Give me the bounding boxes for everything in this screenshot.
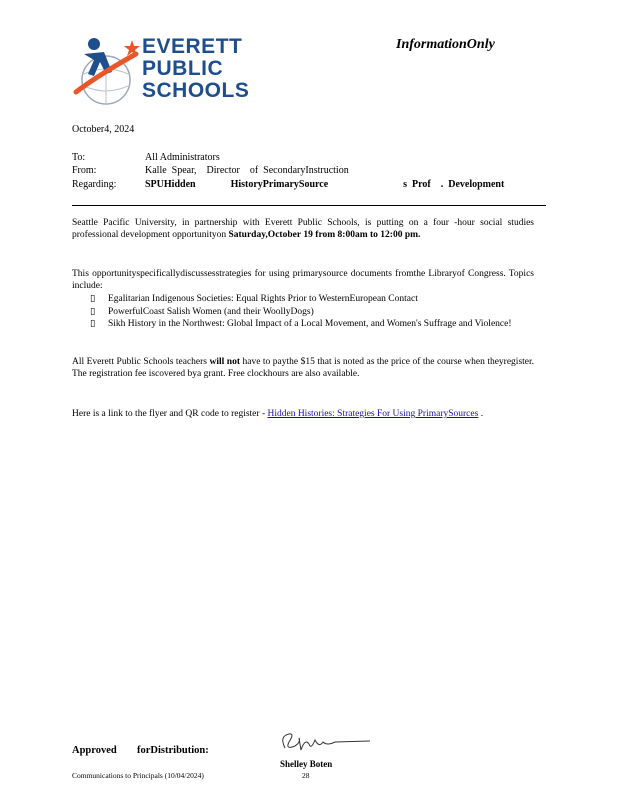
paragraph-register-link (72, 408, 534, 420)
to-label: To: (72, 152, 86, 163)
bullet-icon: ▯ (90, 306, 96, 317)
emphasis-will-not: will not (209, 357, 240, 367)
page-number: 28 (302, 771, 310, 780)
regarding-value: SPUHidden HistoryPrimarySource s Prof . Development (145, 179, 505, 190)
bullet-icon: ▯ (90, 294, 96, 304)
list-item (90, 306, 530, 319)
list-item (90, 293, 530, 306)
event-time: 19 from 8:00am to 12:00 pm. (303, 230, 421, 240)
signer-name: Shelley Boten (280, 759, 333, 769)
to-value: All Administrators (145, 152, 220, 163)
logo-line-3: SCHOOLS (142, 79, 250, 102)
list-item (90, 318, 530, 331)
para4-end: . (480, 409, 484, 419)
approved-label: Approved (72, 745, 117, 756)
registration-link[interactable]: Hidden Histories: Strategies For Using PrimarySources (267, 409, 479, 419)
paragraph-topics-intro: This opportunityspecificallydiscussesstrategies for using primarysource documents fromthe Libraryof Congress. Topics include: (72, 269, 534, 291)
everett-public-schools-logo (70, 34, 255, 114)
from-label: From: (72, 165, 97, 176)
para4-text: Here is a link to the flyer and QR code to register - (72, 409, 266, 419)
memo-date: October4, 2024 (72, 124, 135, 135)
logo-emblem-icon (70, 34, 142, 114)
topic-text: Egalitarian Indigenous Societies: Equal Rights Prior to WesternEuropean Contact (108, 294, 418, 304)
paragraph-event-intro (72, 217, 534, 241)
regarding-label: Regarding: (72, 179, 117, 190)
logo-line-1: EVERETT (142, 35, 243, 58)
header-divider (72, 205, 546, 206)
bullet-icon: ▯ (90, 319, 96, 329)
from-value: Kalle Spear, Director of SecondaryInstruction (145, 165, 349, 176)
topics-list (90, 293, 530, 331)
paragraph-cost (72, 356, 534, 380)
topic-text: Sikh History in the Northwest: Global Impact of a Local Movement, and Women's Suffrage and Violence! (108, 319, 512, 329)
para3-text: All Everett Public Schools teachers (72, 357, 208, 367)
para1-text: Seattle Pacific University, in partnership with Everett Public Schools, is putting on a four -hour social studies professional development opportunityon (72, 218, 534, 240)
signature-image (275, 728, 385, 756)
information-only-label: InformationOnly (396, 37, 495, 52)
logo-line-2: PUBLIC (142, 57, 224, 80)
event-date: Saturday,October (228, 230, 302, 240)
document-reference: Communications to Principals (10/04/2024) (72, 771, 204, 780)
para3-text-cont: have to paythe $15 that is noted as the price of the course when theyregister. The registration fee iscovered bya grant. Free clockhours are also available. (72, 357, 535, 379)
topic-text: PowerfulCoast Salish Women (and their WoollyDogs) (108, 306, 314, 317)
for-distribution-label: forDistribution: (137, 745, 209, 756)
